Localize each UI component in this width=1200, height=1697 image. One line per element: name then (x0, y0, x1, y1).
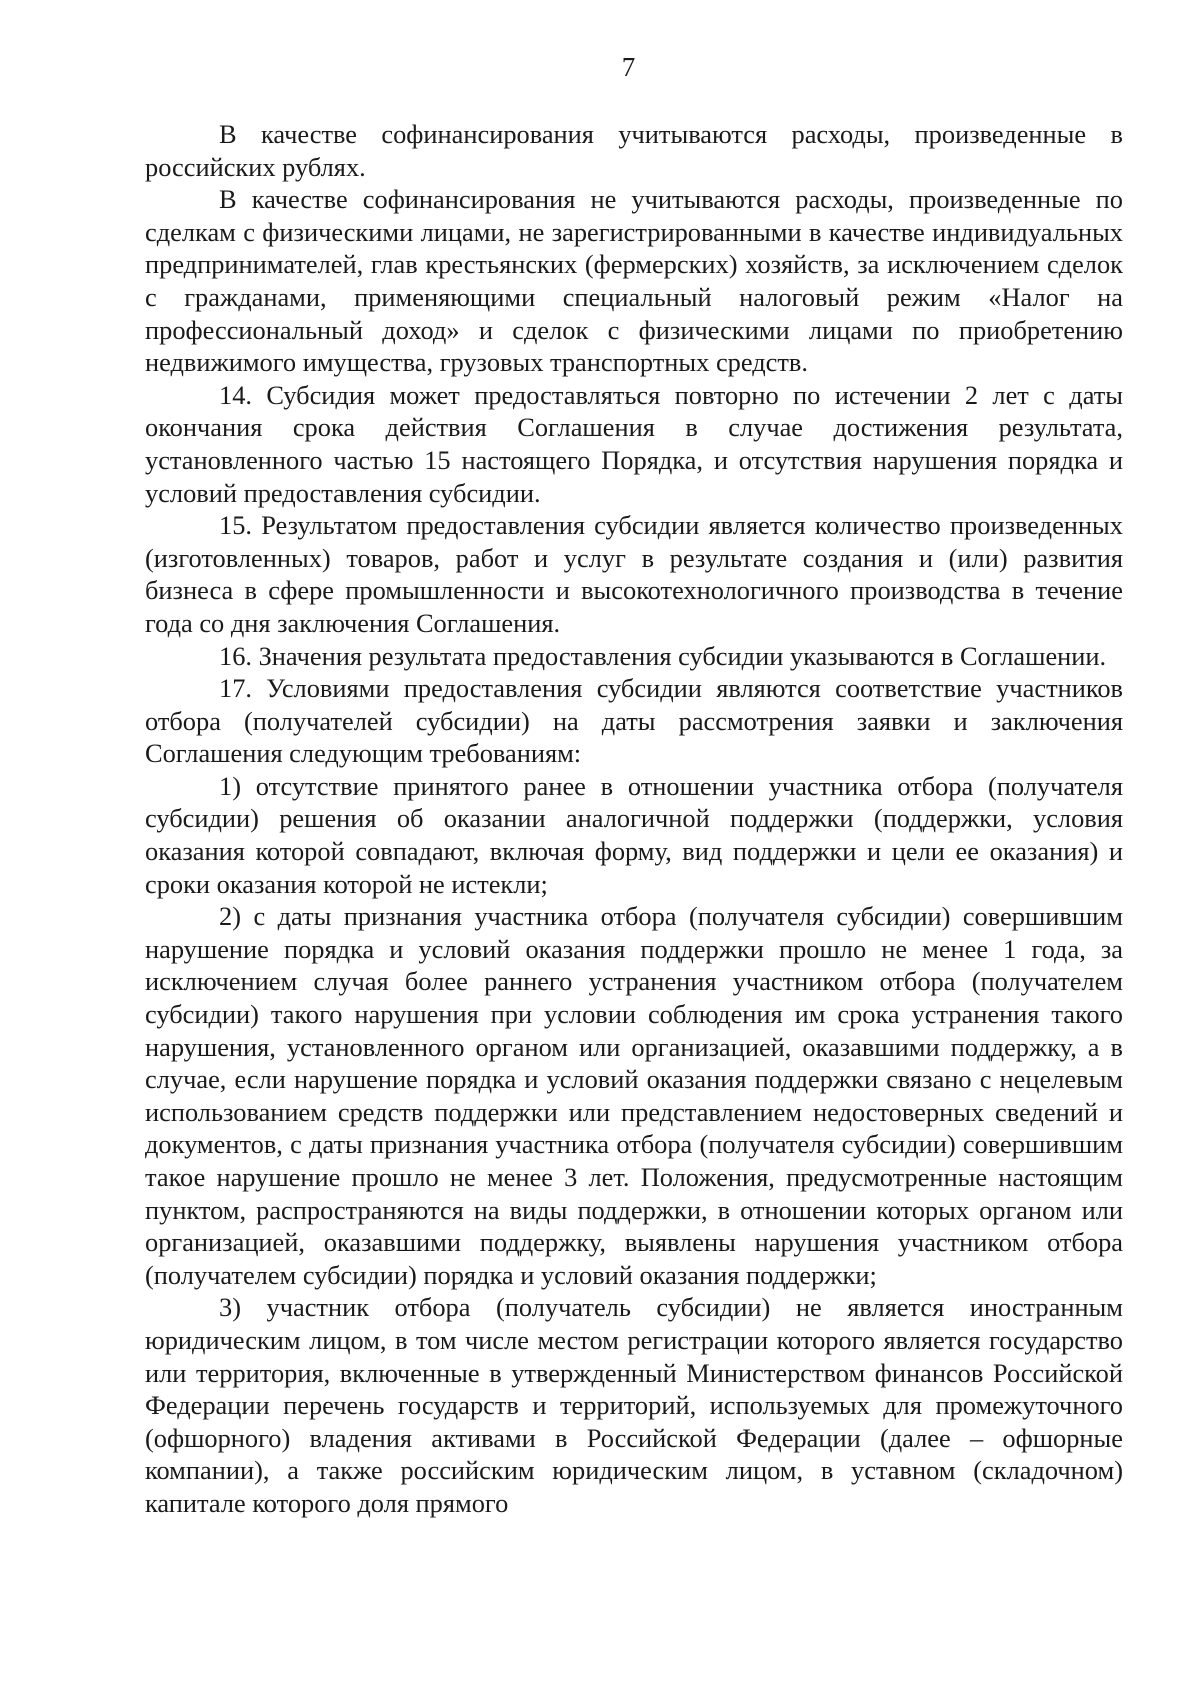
page-number: 7 (621, 52, 636, 82)
paragraph-14: 14. Субсидия может предоставляться повторно по истечении 2 лет с даты окончания срока действия Соглашения в случае достижения результата, установленного частью 15 настоящего Порядка, и отсутствия нарушения порядка и условий предоставления субсидии. (145, 379, 1123, 508)
list-item-1: 1) отсутствие принятого ранее в отношении участника отбора (получателя субсидии) решения об оказании аналогичной поддержки (поддержки, условия оказания которой совпадают, включая форму, вид поддержки и цели ее оказания) и сроки оказания которой не истекли; (145, 770, 1123, 899)
document-body (145, 118, 1123, 1520)
paragraph-17: 17. Условиями предоставления субсидии являются соответствие участников отбора (получателей субсидии) на даты рассмотрения заявки и заключения Соглашения следующим требованиям: (145, 673, 1123, 769)
paragraph-cofinancing-included: В качестве софинансирования учитываются расходы, произведенные в российских рублях. (145, 119, 1123, 182)
list-item-3: 3) участник отбора (получатель субсидии) не является иностранным юридическим лицом, в том числе местом регистрации которого является государство или территория, включенные в утвержденный Министерством финансов Российской Федерации перечень государств и территорий, используемых для промежуточного (офшорного) владения активами в Российской Федерации (далее – офшорные компании), а также российским юридическим лицом, в уставном (складочном) капитале которого доля прямого (145, 1292, 1123, 1518)
paragraph-cofinancing-excluded: В качестве софинансирования не учитываются расходы, произведенные по сделкам с физическими лицами, не зарегистрированными в качестве индивидуальных предпринимателей, глав крестьянских (фермерских) хозяйств, за исключением сделок с гражданами, применяющими специальный налоговый режим «Налог на профессиональный доход» и сделок с физическими лицами по приобретению недвижимого имущества, грузовых транспортных средств. (145, 184, 1123, 378)
paragraph-16: 16. Значения результата предоставления субсидии указываются в Соглашении. (219, 640, 1107, 671)
list-item-2: 2) с даты признания участника отбора (получателя субсидии) совершившим нарушение порядка и условий оказания поддержки прошло не менее 1 года, за исключением случая более раннего устранения участником отбора (получателем субсидии) такого нарушения при условии соблюдения им срока устранения такого нарушения, установленного органом или организацией, оказавшими поддержку, а в случае, если нарушение порядка и условий оказания поддержки связано с нецелевым использованием средств поддержки или представлением недостоверных сведений и документов, с даты признания участника отбора (получателя субсидии) совершившим такое нарушение прошло не менее 3 лет. Положения, предусмотренные настоящим пунктом, распространяются на виды поддержки, в отношении которых органом или организацией, оказавшими поддержку, выявлены нарушения участником отбора (получателем субсидии) порядка и условий оказания поддержки; (145, 901, 1123, 1290)
paragraph-15: 15. Результатом предоставления субсидии является количество произведенных (изготовленных) товаров, работ и услуг в результате создания и (или) развития бизнеса в сфере промышленности и высокотехнологичного производства в течение года со дня заключения Соглашения. (145, 510, 1123, 638)
